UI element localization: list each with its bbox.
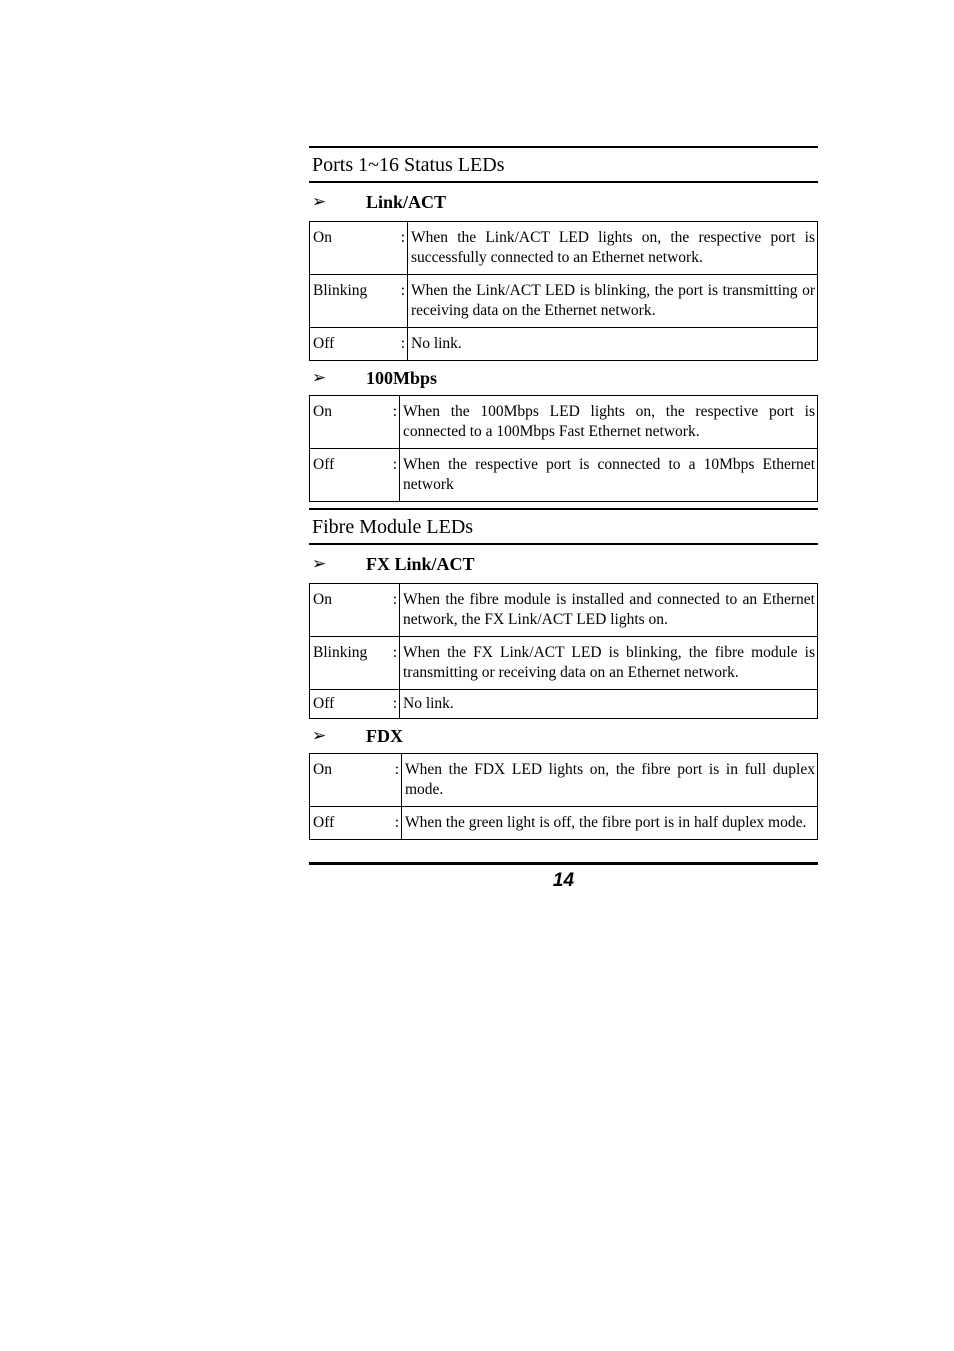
- arrow-bullet-icon: ➢: [312, 726, 327, 745]
- table-row: [310, 396, 818, 449]
- led-state: On: [313, 761, 332, 778]
- link-act-table: [309, 221, 818, 361]
- table-row: [310, 449, 818, 502]
- led-description: No link.: [408, 328, 818, 361]
- led-state: Off: [313, 456, 335, 473]
- 100mbps-table: [309, 395, 818, 502]
- colon: :: [400, 282, 405, 299]
- subhead-label: FDX: [366, 725, 403, 746]
- led-state: Off: [313, 695, 335, 712]
- fx-link-act-table: [309, 583, 818, 719]
- led-state: Blinking: [313, 644, 368, 661]
- table-row: [310, 584, 818, 637]
- subhead-link-act: [309, 183, 818, 221]
- colon: :: [392, 591, 397, 608]
- led-description: When the respective port is connected to a 10Mbps Ethernet network: [400, 449, 818, 502]
- table-row: [310, 222, 818, 275]
- arrow-bullet-icon: ➢: [312, 192, 327, 211]
- led-description: When the fibre module is installed and connected to an Ethernet network, the FX Link/ACT LED lights on.: [400, 584, 818, 637]
- led-state: On: [313, 591, 332, 608]
- table-row: [310, 754, 818, 807]
- led-description: When the Link/ACT LED is blinking, the port is transmitting or receiving data on the Ethernet network.: [408, 275, 818, 328]
- led-state: On: [313, 403, 332, 420]
- table-row: [310, 690, 818, 719]
- table-row: [310, 275, 818, 328]
- table-row: [310, 807, 818, 840]
- colon: :: [394, 814, 399, 831]
- colon: :: [392, 456, 397, 473]
- subhead-label: FX Link/ACT: [366, 553, 475, 574]
- colon: :: [400, 335, 405, 352]
- table-row: [310, 328, 818, 361]
- section-title-ports-status-leds: Ports 1~16 Status LEDs: [309, 146, 818, 183]
- led-description: When the 100Mbps LED lights on, the respective port is connected to a 100Mbps Fast Ethernet network.: [400, 396, 818, 449]
- led-state: On: [313, 229, 332, 246]
- led-description: When the FX Link/ACT LED is blinking, the fibre module is transmitting or receiving data on an Ethernet network.: [400, 637, 818, 690]
- subhead-label: 100Mbps: [366, 367, 438, 388]
- led-description: No link.: [400, 690, 818, 719]
- colon: :: [392, 695, 397, 712]
- colon: :: [394, 761, 399, 778]
- led-description: When the Link/ACT LED lights on, the respective port is successfully connected to an Ethernet network.: [408, 222, 818, 275]
- colon: :: [392, 644, 397, 661]
- led-state: Blinking: [313, 282, 368, 299]
- document-body: [309, 146, 818, 840]
- arrow-bullet-icon: ➢: [312, 554, 327, 573]
- colon: :: [400, 229, 405, 246]
- led-description: When the FDX LED lights on, the fibre port is in full duplex mode.: [402, 754, 818, 807]
- fdx-table: [309, 753, 818, 840]
- subhead-100mbps: [309, 361, 818, 395]
- led-state: Off: [313, 814, 335, 831]
- page-number: 14: [309, 862, 818, 892]
- section-title-fibre-module-leds: Fibre Module LEDs: [309, 508, 818, 545]
- led-state: Off: [313, 335, 335, 352]
- subhead-fx-link-act: [309, 545, 818, 583]
- subhead-fdx: [309, 719, 818, 753]
- subhead-label: Link/ACT: [366, 191, 447, 212]
- colon: :: [392, 403, 397, 420]
- led-description: When the green light is off, the fibre port is in half duplex mode.: [402, 807, 818, 840]
- arrow-bullet-icon: ➢: [312, 368, 327, 387]
- table-row: [310, 637, 818, 690]
